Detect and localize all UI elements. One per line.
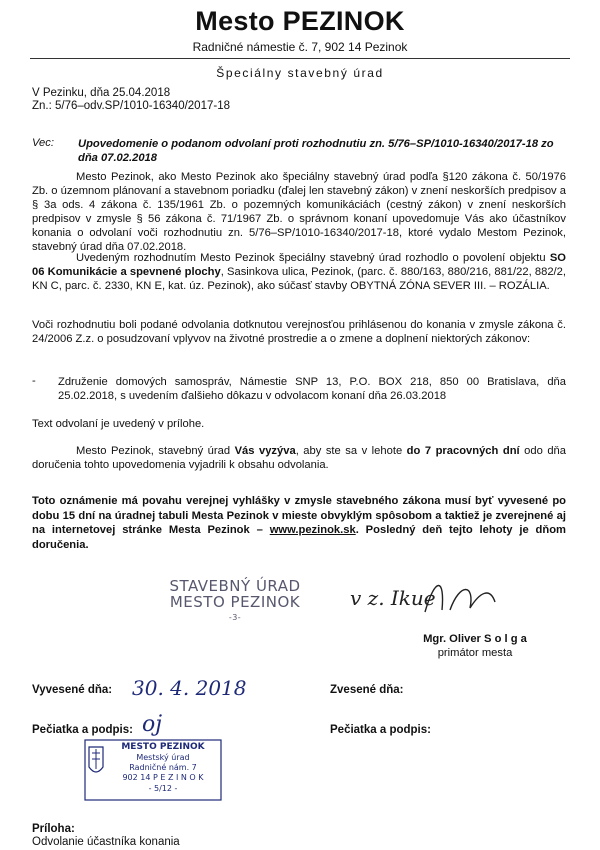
attachment-item: Odvolanie účastníka konania bbox=[32, 836, 180, 848]
posted-label: Vyvesené dňa: bbox=[32, 684, 113, 696]
subject-label: Vec: bbox=[32, 137, 54, 149]
posted-date-handwritten: 30. 4. 2018 bbox=[132, 676, 247, 700]
office-name: Špeciálny stavebný úrad bbox=[216, 66, 384, 80]
initial-handwritten: oj bbox=[142, 712, 163, 737]
municipal-stamp-line5: - 5/12 - bbox=[148, 784, 178, 793]
place-date: V Pezinku, dňa 25.04.2018 bbox=[32, 87, 171, 99]
city-title: Mesto PEZINOK bbox=[195, 6, 405, 36]
municipal-stamp-line2: Mestský úrad bbox=[136, 753, 190, 762]
paragraph-attachment-note: Text odvolaní je uvedený v prílohe. bbox=[32, 418, 205, 430]
paragraph-decision-detail bbox=[32, 251, 566, 293]
paragraph-decision-detail-a: Uvedeným rozhodnutím Mesto Pezinok špeciálny stavebný úrad rozhodlo o povolení objektu bbox=[76, 252, 550, 264]
paragraph-decision-detail-c: , Sasinkova ulica, Pezinok, (parc. č. 880/163, 880/216, 881/22, 882/2, KN C, parc. č. 2330, KN E, kat. úz. Pezinok), ako súčasť stavby OBYTNÁ ZÓNA SEVER III. – ROZÁLIA. bbox=[32, 266, 566, 292]
city-address: Radničné námestie č. 7, 902 14 Pezinok bbox=[192, 40, 408, 54]
office-stamp-line1: STAVEBNÝ ÚRAD bbox=[169, 577, 301, 595]
request-text-e: odo dňa doručenia tohto upovedomenia vyjadrili k obsahu odvolania. bbox=[32, 445, 566, 471]
paragraph-appeals: Voči rozhodnutiu boli podané odvolania dotknutou verejnosťou prihlásenou do konania v zmysle zákona č. 24/2006 Z.z. o posudzovaní vplyvov na životné prostredie a o zmene a doplnení niektorých zákonov: bbox=[32, 319, 566, 345]
municipal-stamp bbox=[84, 739, 222, 801]
office-stamp-line3: -3- bbox=[228, 613, 242, 622]
signature-scribble bbox=[420, 572, 500, 622]
public-notice bbox=[32, 494, 566, 552]
removed-label: Zvesené dňa: bbox=[330, 684, 404, 696]
signature-handwriting: v z. Ikue bbox=[350, 586, 436, 610]
municipal-stamp-line3: Radničné nám. 7 bbox=[129, 763, 197, 772]
municipal-stamp-line1: MESTO PEZINOK bbox=[121, 742, 205, 752]
attachment-heading: Príloha: bbox=[32, 823, 75, 835]
object-name: SO 06 Komunikácie a spevnené plochy bbox=[32, 252, 566, 278]
municipal-stamp-line4: 902 14 P E Z I N O K bbox=[122, 773, 204, 782]
request-text-c: , aby ste sa v lehote bbox=[295, 445, 407, 457]
stamp-signature-label-left: Pečiatka a podpis: bbox=[32, 724, 133, 736]
notice-text-a: Toto oznámenie má povahu verejnej vyhlášky v zmysle stavebného zákona musí byť vyvesené po dobu 15 dní na úradnej tabuli Mesta Pezinok v mieste obvyklým spôsobom a taktiež je zverejnené aj na internetovej stránke Mesta Pezinok – bbox=[32, 495, 566, 536]
request-emphasis-2: do 7 pracovných dní bbox=[406, 445, 520, 457]
appellant-item: Združenie domových samospráv, Námestie SNP 13, P.O. BOX 218, 850 00 Bratislava, dňa 25.02.2018, s uvedením ďalšieho dôkazu v odvolacom konaní dňa 26.03.2018 bbox=[58, 376, 566, 402]
bullet-dash: - bbox=[32, 375, 36, 387]
stamp-signature-label-right: Pečiatka a podpis: bbox=[330, 724, 431, 736]
notice-text-b: . Posledný deň tejto lehoty je dňom doručenia. bbox=[32, 524, 566, 551]
website-link[interactable]: www.pezinok.sk bbox=[269, 524, 356, 536]
signer-role: primátor mesta bbox=[437, 647, 513, 659]
file-number: Zn.: 5/76–odv.SP/1010-16340/2017-18 bbox=[32, 100, 230, 112]
signer-name: Mgr. Oliver S o l g a bbox=[423, 633, 527, 645]
office-stamp bbox=[150, 578, 320, 626]
subject-text: Upovedomenie o podanom odvolaní proti rozhodnutiu zn. 5/76–SP/1010-16340/2017-18 zo dňa 07.02.2018 bbox=[78, 138, 554, 164]
header-divider bbox=[30, 58, 570, 59]
paragraph-decision-authority: Mesto Pezinok, ako Mesto Pezinok ako špeciálny stavebný úrad podľa §120 zákona č. 50/1976 Zb. o územnom plánovaní a stavebnom poriadku (ďalej len stavebný zákon) v znení neskorších predpisov a § 3a ods. 4 zákona č. 135/1961 Zb. o pozemných komunikáciách (cestný zákon) v znení neskorších predpisov v zmysle § 56 zákona č. 71/1967 Zb. o správnom konaní upovedomuje Vás ako účastníkov konania o odvolaní voči rozhodnutiu zn. 5/76–SP/1010-16340/2017-18, ktoré vydalo Mestom Pezinok, stavebný úrad dňa 07.02.2018. bbox=[32, 171, 566, 253]
office-stamp-line2: MESTO PEZINOK bbox=[169, 593, 301, 611]
request-text-a: Mesto Pezinok, stavebný úrad bbox=[76, 445, 235, 457]
request-emphasis-1: Vás vyzýva bbox=[234, 445, 296, 457]
paragraph-request bbox=[32, 444, 566, 472]
